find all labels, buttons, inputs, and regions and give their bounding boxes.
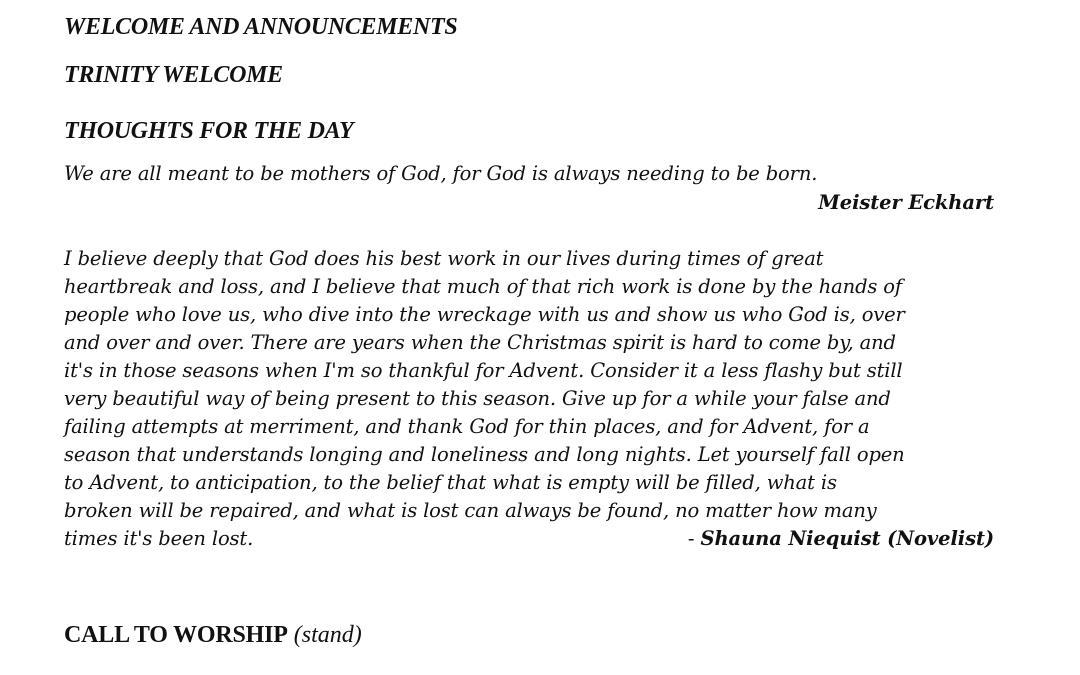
quote-line: it's in those seasons when I'm so thankful for Advent. Consider it a less flashy but still <box>64 359 903 382</box>
eckhart-attribution: Meister Eckhart <box>818 191 994 214</box>
thoughts-for-the-day-heading: THOUGHTS FOR THE DAY <box>64 118 354 144</box>
attribution-dash: - <box>687 527 701 550</box>
niequist-attribution <box>688 525 994 553</box>
trinity-welcome-heading: TRINITY WELCOME <box>64 62 283 88</box>
quote-line: and over and over. There are years when the Christmas spirit is hard to come by, and <box>64 331 896 354</box>
welcome-announcements-heading: WELCOME AND ANNOUNCEMENTS <box>64 14 458 40</box>
call-to-worship-heading <box>64 621 362 649</box>
eckhart-quote: We are all meant to be mothers of God, for God is always needing to be born. <box>64 162 818 185</box>
quote-line: people who love us, who dive into the wreckage with us and show us who God is, over <box>64 303 905 326</box>
quote-line: to Advent, to anticipation, to the belief that what is empty will be filled, what is <box>64 471 837 494</box>
quote-line: season that understands longing and loneliness and long nights. Let yourself fall open <box>64 443 905 466</box>
call-to-worship-label: CALL TO WORSHIP <box>64 622 288 648</box>
quote-line: heartbreak and loss, and I believe that much of that rich work is done by the hands of <box>64 275 902 298</box>
quote-line: I believe deeply that God does his best work in our lives during times of great <box>64 247 824 270</box>
quote-line: broken will be repaired, and what is lost can always be found, no matter how many <box>64 499 877 522</box>
quote-line: very beautiful way of being present to this season. Give up for a while your false and <box>64 387 891 410</box>
quote-line: failing attempts at merriment, and thank God for thin places, and for Advent, for a <box>64 415 870 438</box>
quote-line: times it's been lost. <box>64 527 254 550</box>
call-to-worship-note: (stand) <box>293 622 362 648</box>
niequist-author: Shauna Niequist (Novelist) <box>700 527 994 550</box>
